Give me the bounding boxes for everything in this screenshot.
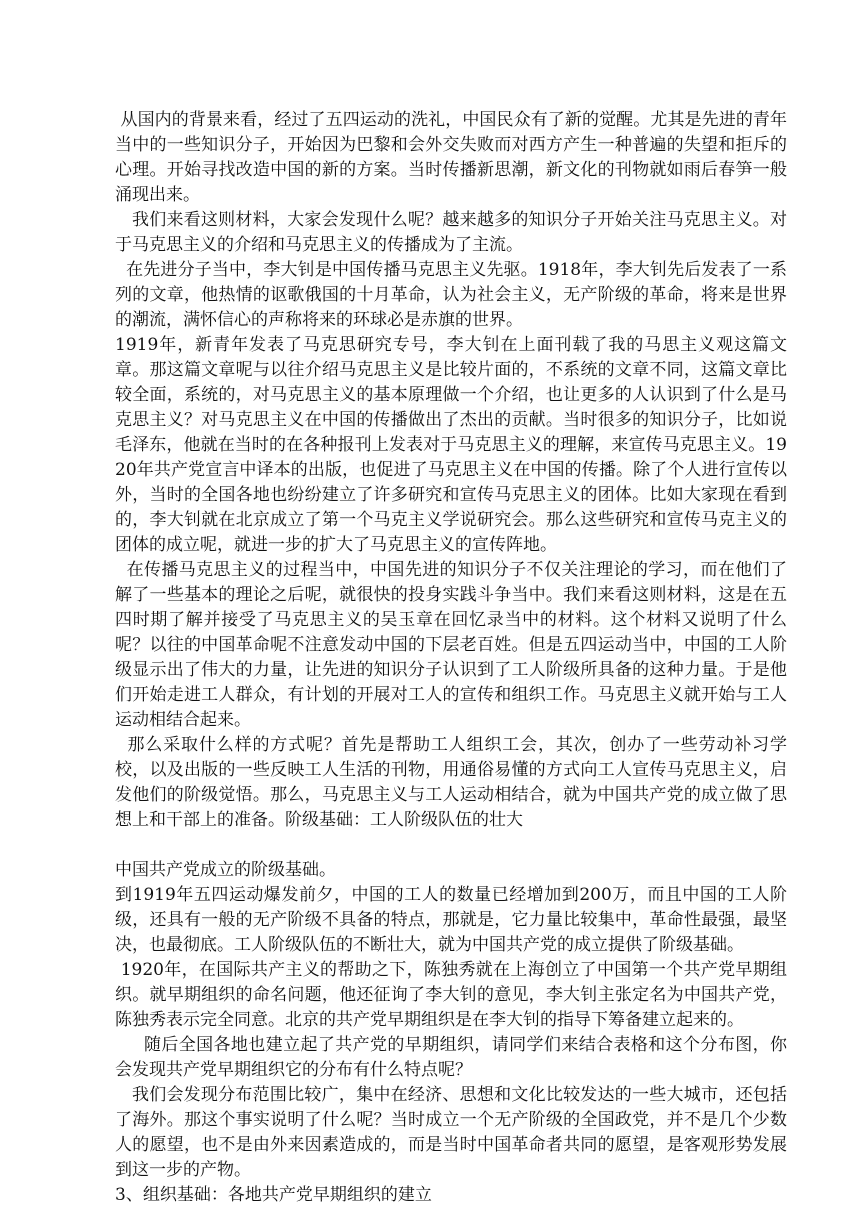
paragraph-worker-numbers: 到1919年五四运动爆发前夕，中国的工人的数量已经增加到200万，而且中国的工人阶级，还具有一般的无产阶级不具备的特点，那就是，它力量比较集中，革命性最强，最坚决，也最彻底。工人阶级队伍的不断壮大，就为中国共产党的成立提供了阶级基础。: [115, 885, 787, 955]
paragraph-distribution-answer: 我们会发现分布范围比较广，集中在经济、思想和文化比较发达的一些大城市，还包括了海外。那这个事实说明了什么呢？当时成立一个无产阶级的全国政党，并不是几个少数人的愿望，也不是由外来因素造成的，而是当时中国革命者共同的愿望，是客观形势发展到这一步的产物。: [115, 1085, 787, 1180]
paragraph-distribution-question: 随后全国各地也建立起了共产党的早期组织，请同学们来结合表格和这个分布图，你会发现共产党早期组织它的分布有什么特点呢？: [115, 1035, 787, 1080]
paragraph-new-youth-1919: 1919年，新青年发表了马克思研究专号，李大钊在上面刊载了我的马思主义观这篇文章。那这篇文章呢与以往介绍马克思主义是比较片面的，不系统的文章不同，这篇文章比较全面，系统的，对马克思主义的基本原理做一个介绍，也让更多的人认识到了什么是马克思主义？对马克思主义在中国的传播做出了杰出的贡献。当时很多的知识分子，比如说毛泽东，他就在当时的在各种报刊上发表对于马克思主义的理解，来宣传马克思主义。1920年共产党宣言中译本的出版，也促进了马克思主义在中国的传播。除了个人进行宣传以外，当时的全国各地也纷纷建立了许多研究和宣传马克思主义的团体。比如大家现在看到的，李大钊就在北京成立了第一个马克主义学说研究会。那么这些研究和宣传马克主义的团体的成立呢，就进一步的扩大了马克思主义的宣传阵地。: [115, 335, 787, 555]
paragraph-background: 从国内的背景来看，经过了五四运动的洗礼，中国民众有了新的觉醒。尤其是先进的青年当中的一些知识分子，开始因为巴黎和会外交失败而对西方产生一种普遍的失望和拒斥的心理。开始寻找改造中国的新的方案。当时传播新思潮，新文化的刊物就如雨后春笋一般涌现出来。: [115, 110, 787, 205]
paragraph-li-dazhao-pioneer: 在先进分子当中，李大钊是中国传播马克思主义先驱。1918年，李大钊先后发表了一系列的文章，他热情的讴歌俄国的十月革命，认为社会主义，无产阶级的革命，将来是世界的潮流，满怀信心的声称将来的环球必是赤旗的世界。: [115, 260, 787, 330]
paragraph-methods: 那么采取什么样的方式呢？首先是帮助工人组织工会，其次，创办了一些劳动补习学校，以及出版的一些反映工人生活的刊物，用通俗易懂的方式向工人宣传马克思主义，启发他们的阶级觉悟。那么，马克思主义与工人运动相结合，就为中国共产党的成立做了思想上和干部上的准备。阶级基础：工人阶级队伍的壮大: [115, 735, 788, 830]
paragraph-class-basis-heading: 中国共产党成立的阶级基础。: [115, 860, 336, 880]
blank-line: [115, 833, 787, 858]
paragraph-1920-shanghai: 1920年，在国际共产主义的帮助之下，陈独秀就在上海创立了中国第一个共产党早期组织。就早期组织的命名问题，他还征询了李大钊的意见，李大钊主张定名为中国共产党，陈独秀表示完全同意。北京的共产党早期组织是在李大钊的指导下筹备建立起来的。: [115, 960, 788, 1030]
section-heading-organization-basis: 3、组织基础：各地共产党早期组织的建立: [115, 1185, 432, 1205]
document-page: [115, 108, 787, 1208]
paragraph-workers-movement: 在传播马克思主义的过程当中，中国先进的知识分子不仅关注理论的学习，而在他们了解了一些基本的理论之后呢，就很快的投身实践斗争当中。我们来看这则材料，这是在五四时期了解并接受了马克思主义的吴玉章在回忆录当中的材料。这个材料又说明了什么呢？以往的中国革命呢不注意发动中国的下层老百姓。但是五四运动当中，中国的工人阶级显示出了伟大的力量，让先进的知识分子认识到了工人阶级所具备的这种力量。于是他们开始走进工人群众，有计划的开展对工人的宣传和组织工作。马克思主义就开始与工人运动相结合起来。: [115, 560, 788, 730]
paragraph-material-observation: 我们来看这则材料，大家会发现什么呢？越来越多的知识分子开始关注马克思主义。对于马克思主义的介绍和马克思主义的传播成为了主流。: [115, 210, 787, 255]
